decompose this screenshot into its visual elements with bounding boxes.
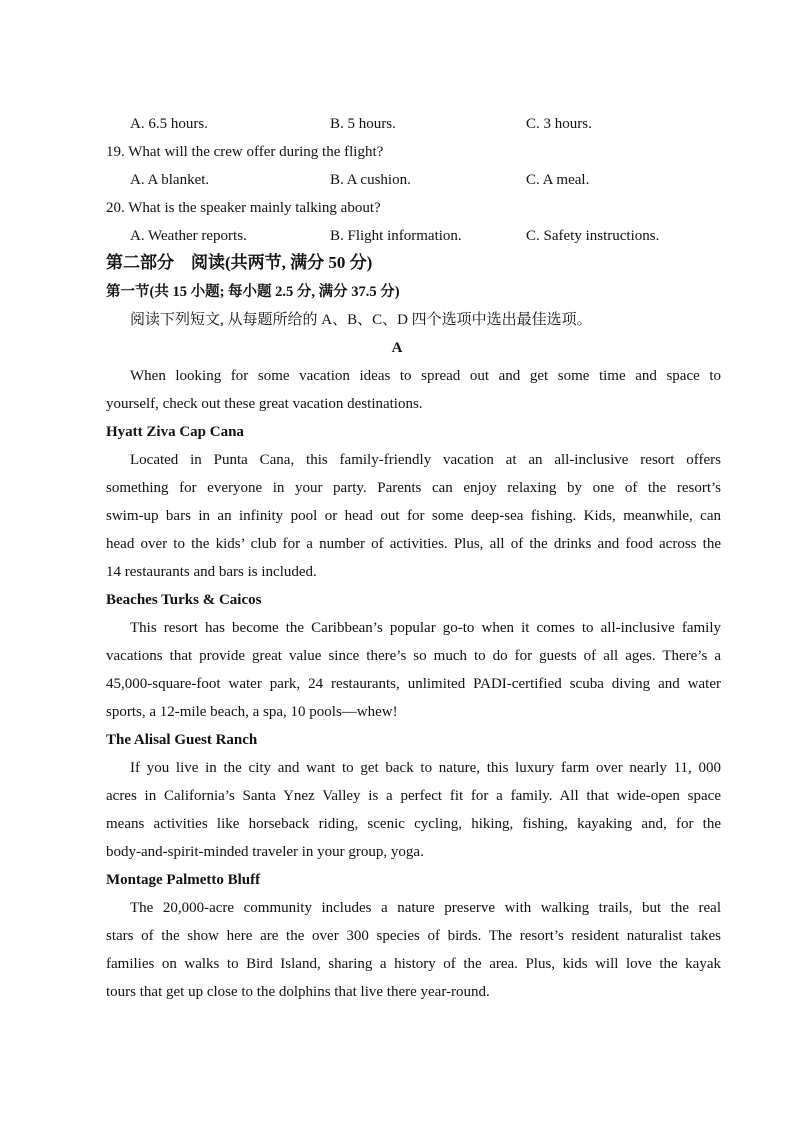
paragraph-line: 14 restaurants and bars is included. [106,564,317,580]
resort-heading: Beaches Turks & Caicos [106,592,262,608]
q20-option-b: B. Flight information. [330,228,462,244]
paragraph-line: sports, a 12-mile beach, a spa, 10 pools—whew! [106,704,398,720]
paragraph-line: something for everyone in your party. Parents can enjoy relaxing by one of the resort’s [106,480,721,496]
q20-option-a: A. Weather reports. [130,228,247,244]
paragraph-line: If you live in the city and want to get back to nature, this luxury farm over nearly 11, 000 [130,760,721,776]
paragraph-line: tours that get up close to the dolphins that live there year-round. [106,984,490,1000]
paragraph-line: stars of the show here are the over 300 species of birds. The resort’s resident naturalist takes [106,928,721,944]
resort-heading: The Alisal Guest Ranch [106,732,258,748]
q19-option-a: A. A blanket. [130,172,210,188]
q19-question: 19. What will the crew offer during the flight? [106,144,384,160]
part-title: 第二部分 阅读(共两节, 满分 50 分) [106,253,373,272]
resort-heading: Montage Palmetto Bluff [106,872,261,888]
q19-option-b: B. A cushion. [330,172,411,188]
intro-line: yourself, check out these great vacation destinations. [106,396,423,412]
paragraph-line: Located in Punta Cana, this family-friendly vacation at an all-inclusive resort offers [130,452,721,468]
q19-option-c: C. A meal. [526,172,590,188]
paragraph-line: 45,000-square-foot water park, 24 restaurants, unlimited PADI-certified scuba diving and water [106,676,721,692]
paragraph-line: This resort has become the Caribbean’s popular go-to when it comes to all-inclusive family [130,620,721,636]
paragraph-line: acres in California’s Santa Ynez Valley is a perfect fit for a family. All that wide-open space [106,788,721,804]
paragraph-line: means activities like horseback riding, scenic cycling, hiking, fishing, kayaking and, for the [106,816,721,832]
paragraph-line: body-and-spirit-minded traveler in your group, yoga. [106,844,424,860]
q18-option-a: A. 6.5 hours. [130,116,208,132]
paragraph-line: vacations that provide great value since there’s so much to do for guests of all ages. There’s a [106,648,721,664]
q18-option-b: B. 5 hours. [330,116,396,132]
paragraph-line: families on walks to Bird Island, sharing a history of the area. Plus, kids will love the kayak [106,956,721,972]
paragraph-line: swim-up bars in an infinity pool or head out for some deep-sea fishing. Kids, meanwhile, can [106,508,721,524]
paragraph-line: head over to the kids’ club for a number of activities. Plus, all of the drinks and food across the [106,536,721,552]
passage-label: A [391,340,403,356]
section-title: 第一节(共 15 小题; 每小题 2.5 分, 满分 37.5 分) [106,284,400,300]
q20-question: 20. What is the speaker mainly talking about? [106,200,381,216]
resort-heading: Hyatt Ziva Cap Cana [106,424,244,440]
paragraph-line: The 20,000-acre community includes a nature preserve with walking trails, but the real [130,900,721,916]
q18-option-c: C. 3 hours. [526,116,592,132]
q20-option-c: C. Safety instructions. [526,228,660,244]
intro-line: When looking for some vacation ideas to spread out and get some time and space to [130,368,721,384]
instruction: 阅读下列短文, 从每题所给的 A、B、C、D 四个选项中选出最佳选项。 [130,312,592,328]
